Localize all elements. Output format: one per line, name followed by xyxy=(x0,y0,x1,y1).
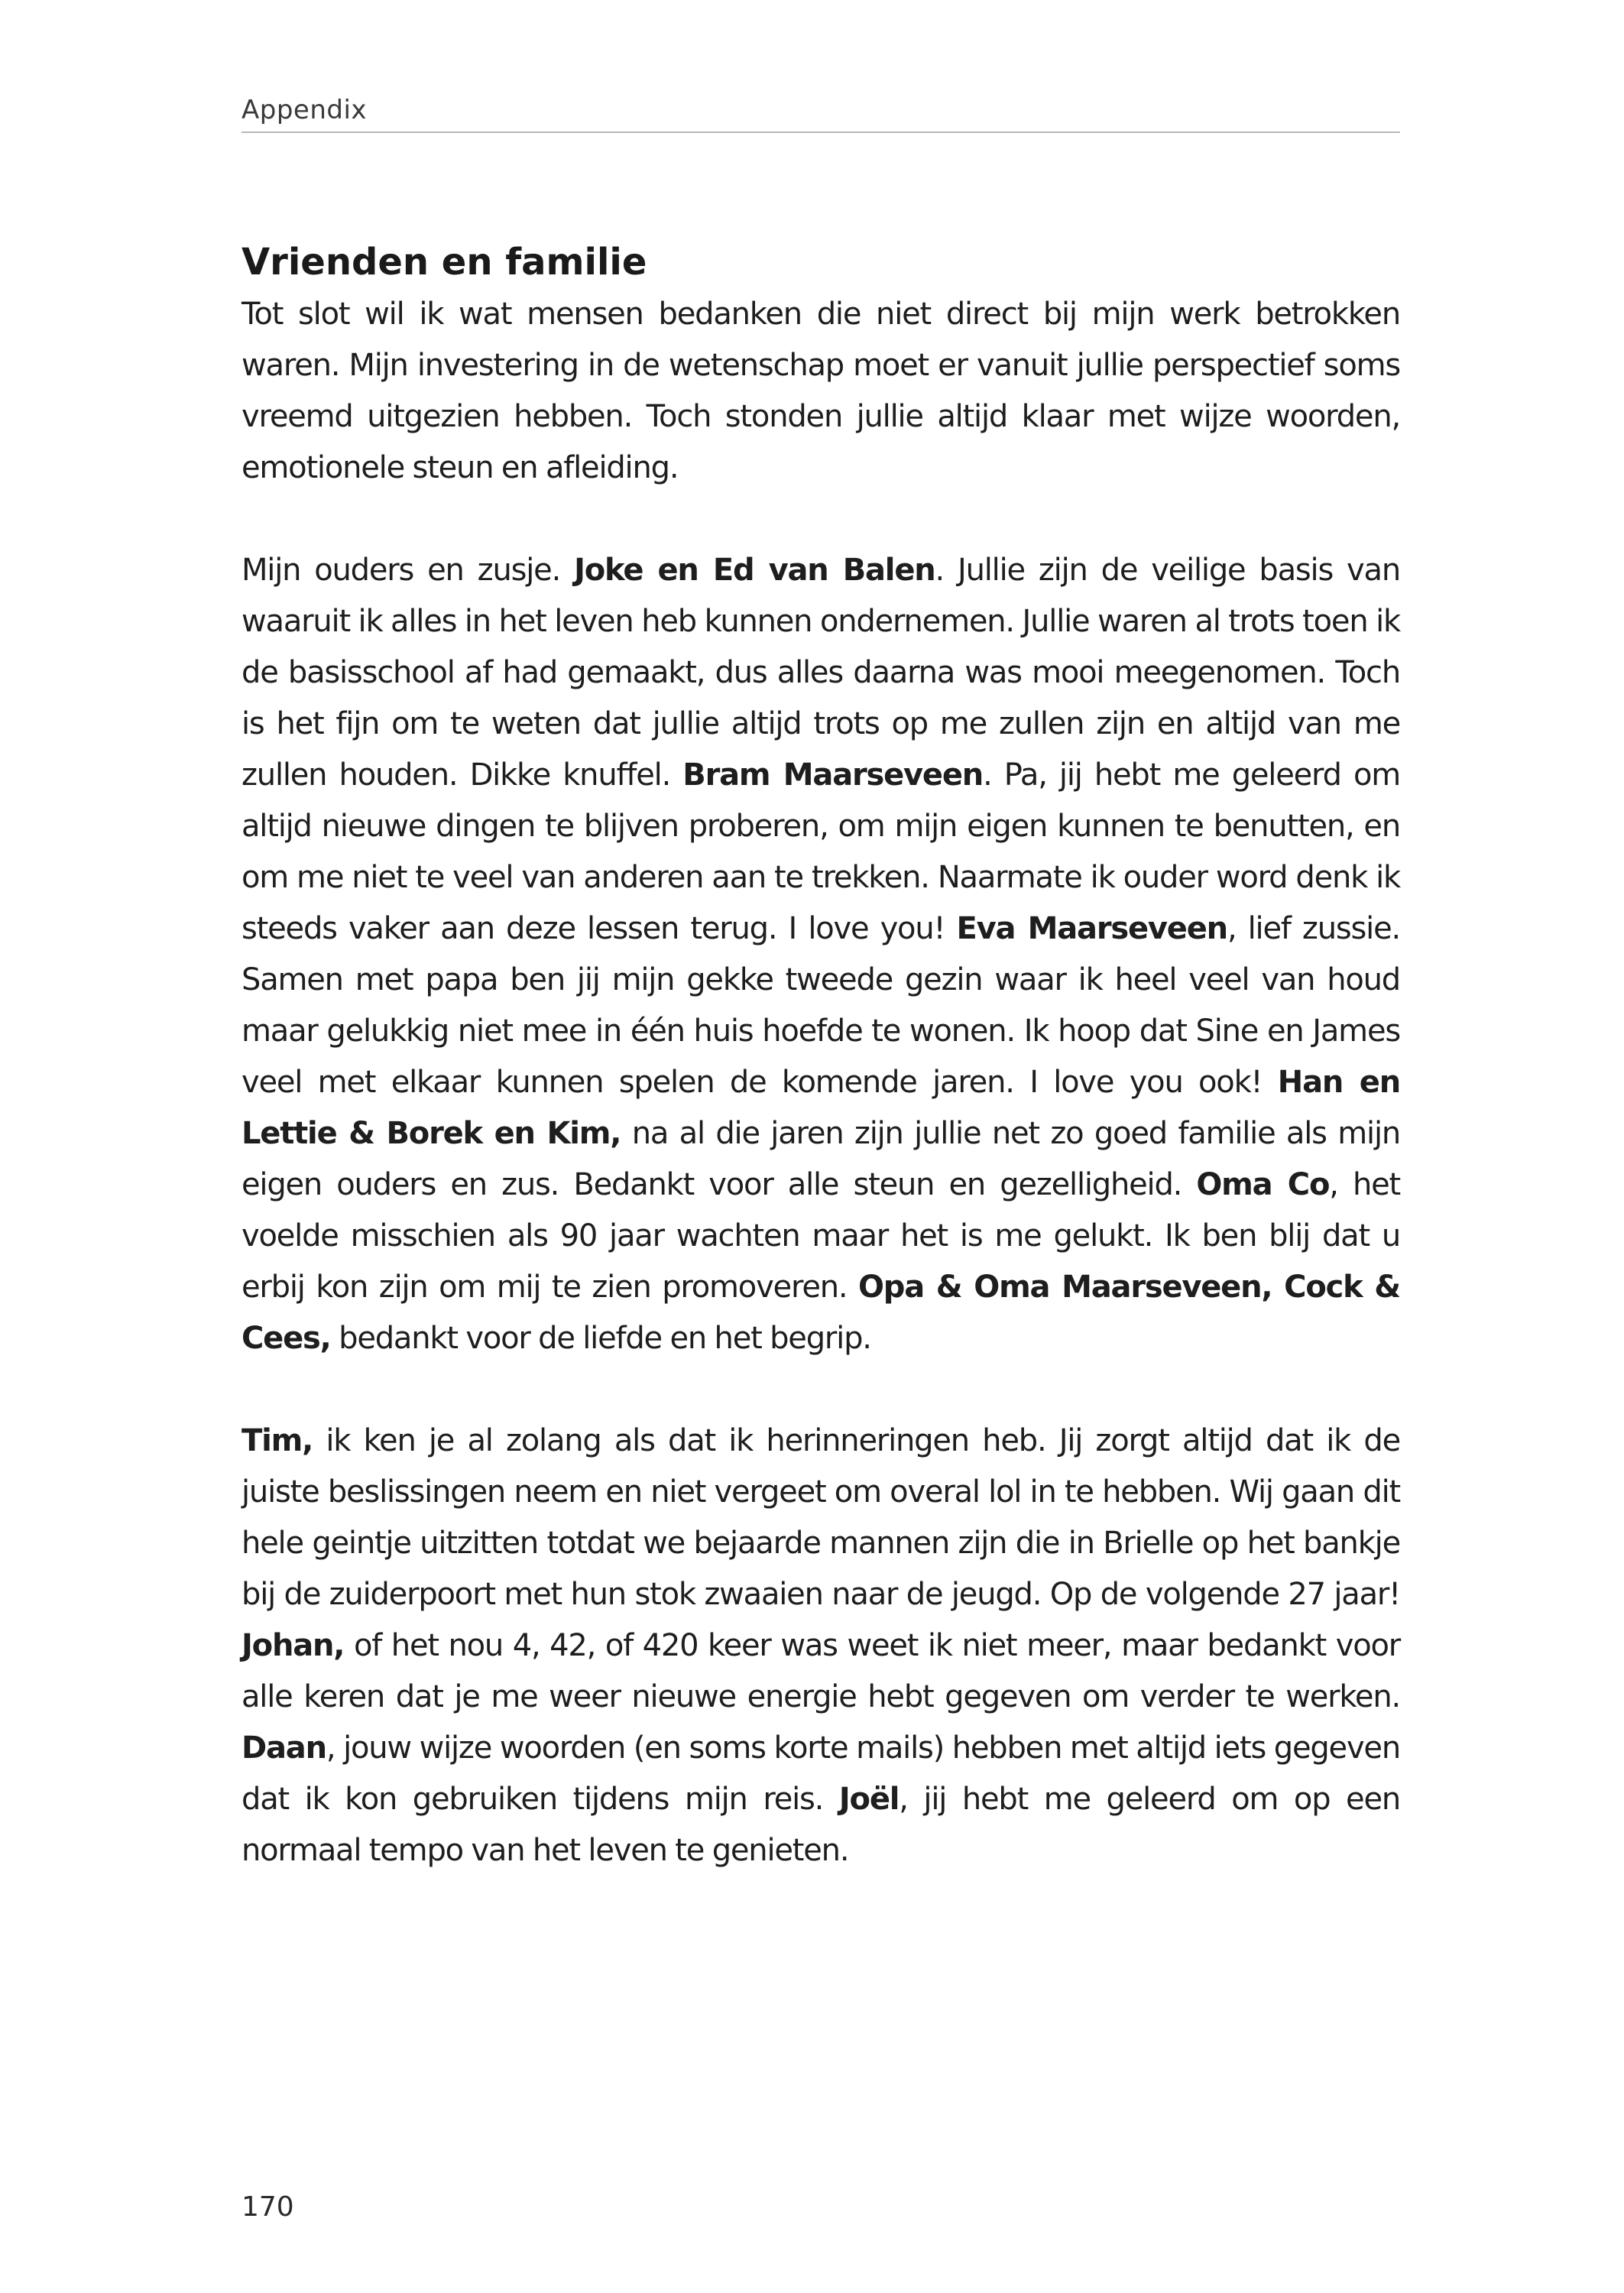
page-content xyxy=(241,235,1400,1876)
section-title: Vrienden en familie xyxy=(241,241,647,284)
body-paragraph xyxy=(241,545,1400,1364)
paragraph-text: , het voelde misschien als 90 jaar wachten maar het is me gelukt. Ik ben blij dat u erbij kon zijn om mij te zien promoveren. xyxy=(241,1167,1400,1305)
paragraph-text: Mijn ouders en zusje. xyxy=(241,553,575,588)
paragraph-text: . Jullie zijn de veilige basis van waaruit ik alles in het leven heb kunnen ondernemen. Jullie waren al trots toen ik de basisschool af had gemaakt, dus alles daarna was mooi meegenomen. Toch is het fijn om te weten dat jullie altijd trots op me zullen zijn en altijd van me zullen houden. Dikke knuffel. xyxy=(241,553,1400,793)
paragraph-text: Tot slot wil ik wat mensen bedanken die niet direct bij mijn werk betrokken waren. Mijn investering in de wetenschap moet er vanuit jullie perspectief soms vreemd uitgezien hebben. Toch stonden jullie altijd klaar met wijze woorden, emotionele steun en afleiding. xyxy=(241,297,1400,485)
emphasized-name: Joke en Ed van Balen xyxy=(574,553,935,588)
paragraph-text: of het nou 4, 42, of 420 keer was weet ik niet meer, maar bedankt voor alle keren dat je me weer nieuwe energie hebt gegeven om verder te werken. xyxy=(241,1628,1400,1714)
page-number: 170 xyxy=(241,2191,294,2223)
emphasized-name: Eva Maarseveen xyxy=(956,911,1227,946)
paragraph-text: , jij hebt me geleerd om op een normaal tempo van het leven te genieten. xyxy=(241,1782,1400,1868)
emphasized-name: Tim, xyxy=(241,1423,313,1458)
emphasized-name: Joël xyxy=(838,1782,900,1817)
paragraph-text: bedankt voor de liefde en het begrip. xyxy=(330,1321,871,1356)
paragraph-text: ik ken je al zolang als dat ik herinneringen heb. Jij zorgt altijd dat ik de juiste beslissingen neem en niet vergeet om overal lol in te hebben. Wij gaan dit hele geintje uitzitten totdat we bejaarde mannen zijn die in Brielle op het bankje bij de zuiderpoort met hun stok zwaaien naar de jeugd. Op de volgende 27 jaar! xyxy=(241,1423,1400,1612)
body-paragraph xyxy=(241,1416,1400,1876)
emphasized-name: Daan xyxy=(241,1730,326,1766)
emphasized-name: Johan, xyxy=(241,1628,345,1663)
emphasized-name: Bram Maarseveen xyxy=(682,757,984,793)
emphasized-name: Opa & Oma Maarseveen, Cock & Cees, xyxy=(241,1270,1400,1356)
emphasized-name: Oma Co xyxy=(1196,1167,1330,1202)
body-paragraph xyxy=(241,289,1400,494)
paragraph-text: na al die jaren zijn jullie net zo goed familie als mijn eigen ouders en zus. Bedankt voor alle steun en gezelligheid. xyxy=(241,1116,1401,1202)
paragraph-text: , jouw wijze woorden (en soms korte mails) hebben met altijd iets gegeven dat ik kon gebruiken tijdens mijn reis. xyxy=(241,1730,1400,1817)
running-header-label: Appendix xyxy=(241,95,368,125)
paragraph-text: . Pa, jij hebt me geleerd om altijd nieuwe dingen te blijven proberen, om mijn eigen kunnen te benutten, en om me niet te veel van anderen aan te trekken. Naarmate ik ouder word denk ik steeds vaker aan deze lessen terug. I love you! xyxy=(241,757,1400,946)
emphasized-name: Han en Lettie & Borek en Kim, xyxy=(241,1065,1400,1151)
paragraph-text: , lief zussie. Samen met papa ben jij mijn gekke tweede gezin waar ik heel veel van houd maar gelukkig niet mee in één huis hoefde te wonen. Ik hoop dat Sine en James veel met elkaar kunnen spelen de komende jaren. I love you ook! xyxy=(241,911,1400,1100)
body-text xyxy=(241,289,1400,1876)
running-header xyxy=(241,93,1400,133)
